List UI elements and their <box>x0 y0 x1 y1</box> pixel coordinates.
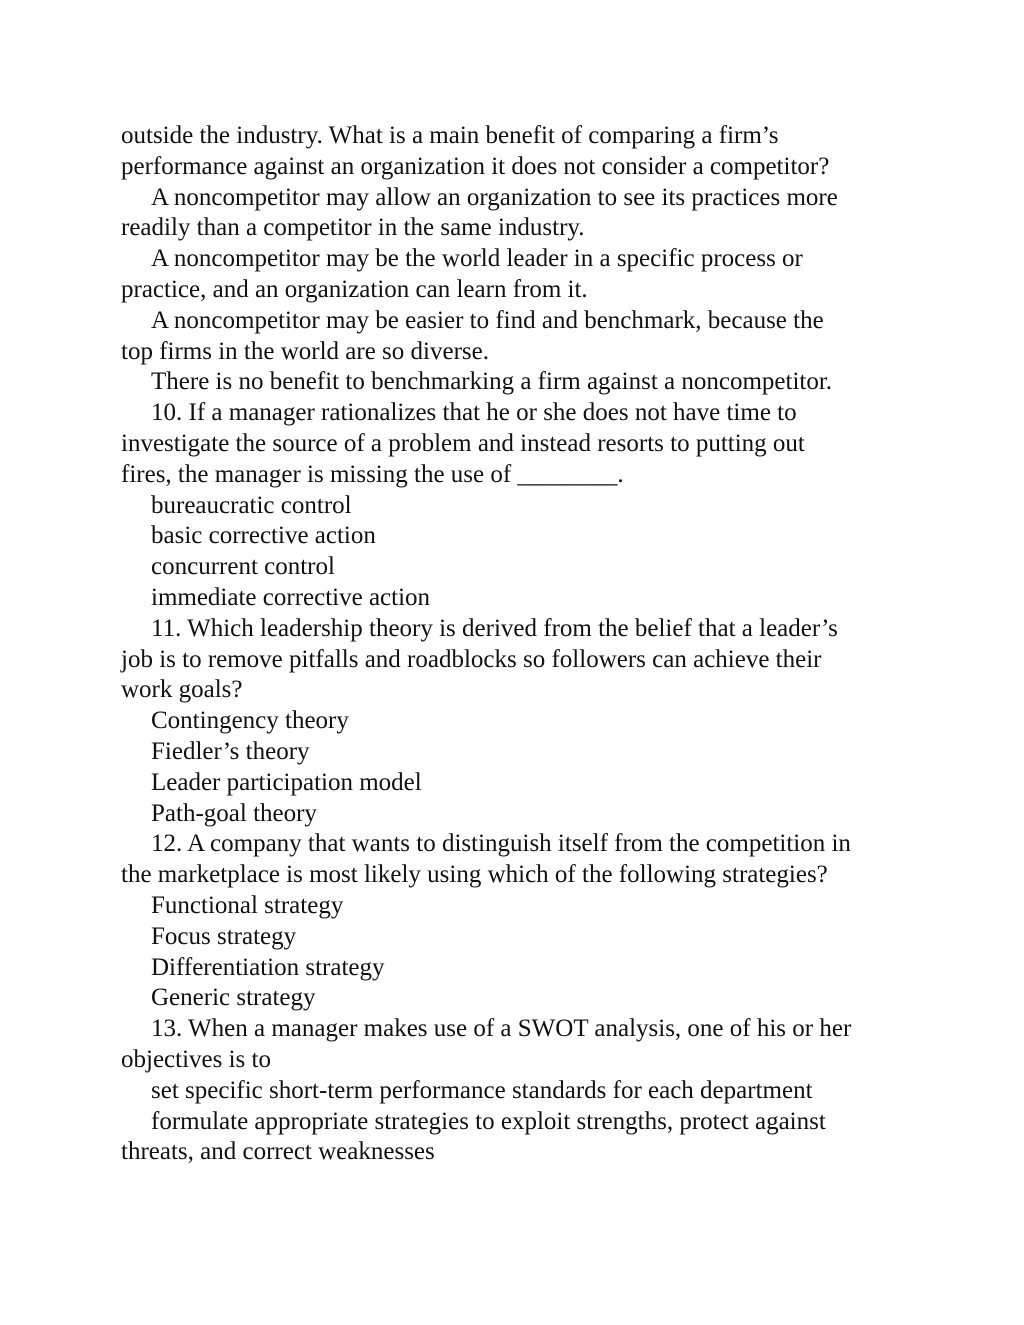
answer-option: set specific short-term performance standards for each department <box>151 1076 813 1104</box>
answer-option: concurrent control <box>151 553 335 581</box>
text-line: job is to remove pitfalls and roadblocks so followers can achieve their <box>121 645 822 673</box>
text-line: fires, the manager is missing the use of ________. <box>121 460 624 488</box>
question-11: 11. Which leadership theory is derived from the belief that a leader’s <box>151 614 838 642</box>
answer-option: A noncompetitor may be easier to find and benchmark, because the <box>151 306 824 334</box>
answer-option: immediate corrective action <box>151 583 431 611</box>
answer-option: Path-goal theory <box>151 799 317 827</box>
text-line: practice, and an organization can learn from it. <box>121 275 588 303</box>
answer-option: Generic strategy <box>151 984 316 1012</box>
answer-option: There is no benefit to benchmarking a firm against a noncompetitor. <box>151 368 833 396</box>
answer-option: formulate appropriate strategies to exploit strengths, protect against <box>151 1107 826 1135</box>
text-line: readily than a competitor in the same industry. <box>121 214 585 242</box>
text-line: the marketplace is most likely using which of the following strategies? <box>121 861 828 889</box>
answer-option: A noncompetitor may be the world leader in a specific process or <box>151 245 803 273</box>
document-page <box>121 121 921 1168</box>
answer-option: Differentiation strategy <box>151 953 385 981</box>
answer-option: bureaucratic control <box>151 491 352 519</box>
answer-option: Contingency theory <box>151 707 349 735</box>
question-13: 13. When a manager makes use of a SWOT analysis, one of his or her <box>151 1015 852 1043</box>
text-line: outside the industry. What is a main benefit of comparing a firm’s <box>121 122 779 149</box>
answer-option: basic corrective action <box>151 522 376 550</box>
answer-option: A noncompetitor may allow an organization to see its practices more <box>151 183 838 211</box>
text-line: work goals? <box>121 676 243 704</box>
answer-option: Functional strategy <box>151 891 344 919</box>
text-line: top firms in the world are so diverse. <box>121 337 489 365</box>
answer-option: Fiedler’s theory <box>151 737 310 765</box>
question-10: 10. If a manager rationalizes that he or she does not have time to <box>151 399 797 427</box>
text-line: threats, and correct weaknesses <box>121 1138 435 1166</box>
answer-option: Focus strategy <box>151 922 297 950</box>
question-12: 12. A company that wants to distinguish itself from the competition in <box>151 830 851 858</box>
text-line: objectives is to <box>121 1045 271 1073</box>
text-line: performance against an organization it does not consider a competitor? <box>121 152 830 180</box>
text-line: investigate the source of a problem and instead resorts to putting out <box>121 429 805 457</box>
answer-option: Leader participation model <box>151 768 422 796</box>
